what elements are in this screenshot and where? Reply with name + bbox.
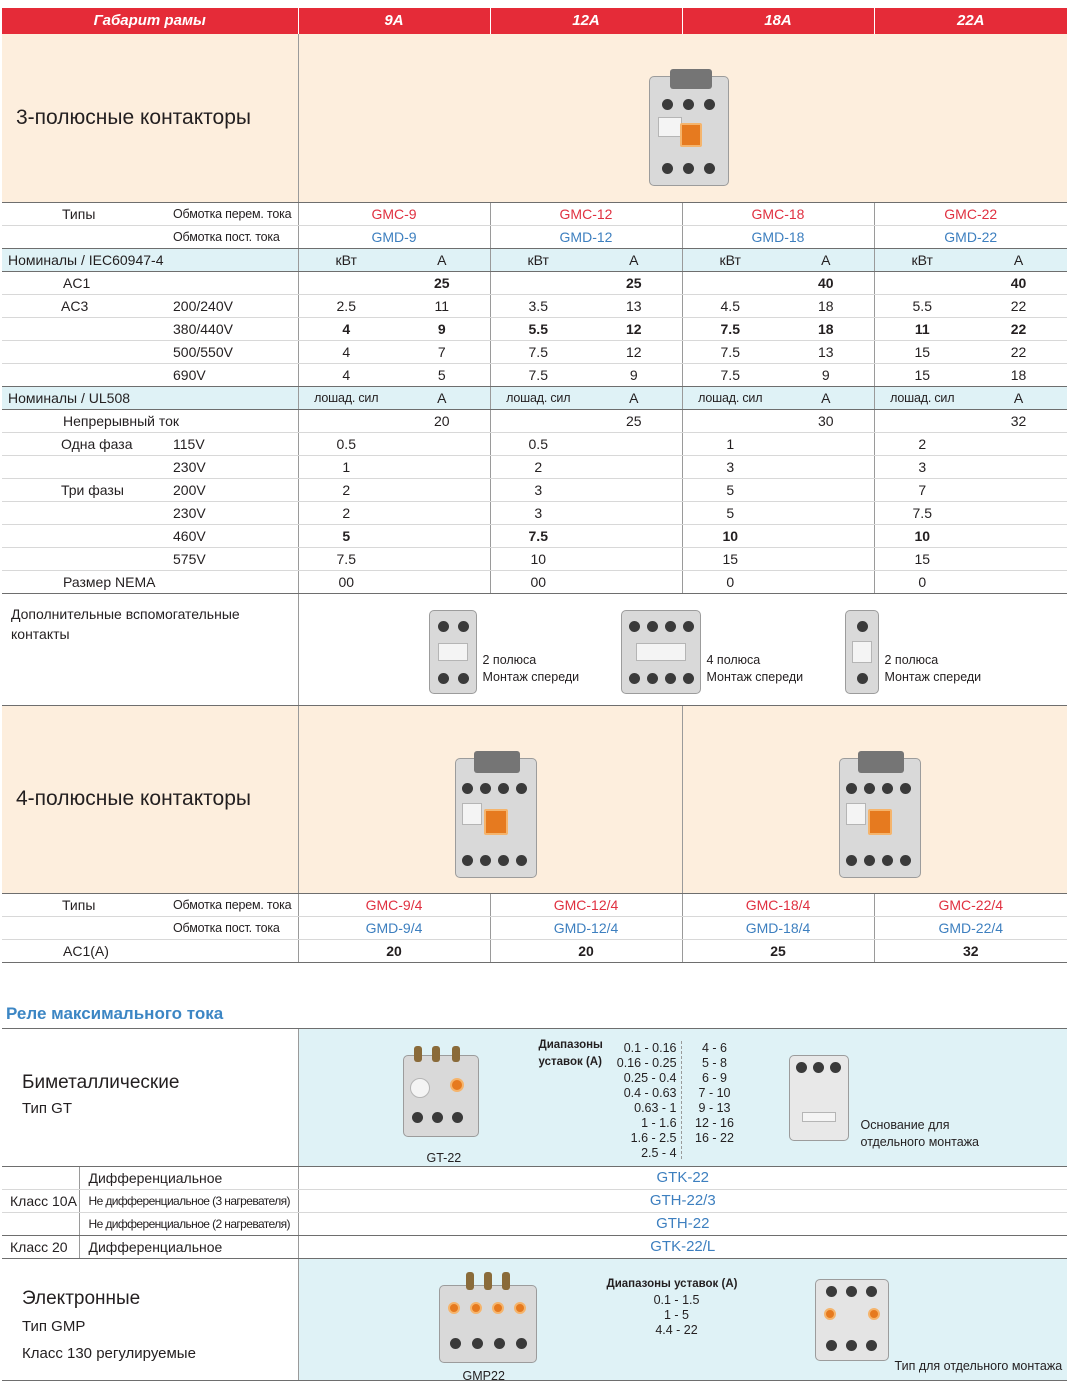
types-label: Типы — [61, 202, 173, 225]
electronic-row — [2, 1259, 1067, 1381]
relay-desc: Не дифференциальное (3 нагревателя) — [79, 1190, 298, 1213]
single-phase-row — [2, 455, 1067, 478]
ul-label: Номиналы / UL508 — [2, 386, 298, 409]
voltage: 115V — [173, 432, 298, 455]
range-item: 0.16 - 0.25 — [616, 1056, 677, 1070]
ac3-value: 18 — [970, 363, 1067, 386]
voltage: 230V — [173, 501, 298, 524]
range-item: 16 - 22 — [695, 1131, 734, 1145]
ac3-value: 13 — [586, 294, 682, 317]
hp-value: 1 — [298, 455, 394, 478]
iec-header-row — [2, 248, 1067, 271]
ac1-value: 25 — [586, 271, 682, 294]
ac3-value: 22 — [970, 317, 1067, 340]
four-pole-ac-types-row — [2, 893, 1067, 916]
range-item: 0.1 - 1.5 — [653, 1293, 700, 1307]
range-item: 4 - 6 — [702, 1041, 728, 1055]
ac3-label: AC3 — [61, 294, 173, 317]
nema-value: 00 — [298, 570, 394, 593]
relay-type-row — [2, 1167, 1067, 1190]
aux-poles: 2 полюса — [884, 652, 939, 667]
ac3-row — [2, 317, 1067, 340]
ac3-value: 15 — [874, 363, 970, 386]
ac3-voltage: 200/240V — [173, 294, 298, 317]
hp-value: 3 — [490, 478, 586, 501]
base-mount-image — [789, 1055, 849, 1141]
range-label-line2: уставок (A) — [538, 1056, 602, 1068]
size-12a: 12A — [490, 8, 682, 34]
aux-contact-side-image — [845, 610, 879, 694]
voltage: 200V — [173, 478, 298, 501]
ac3-value: 5 — [394, 363, 490, 386]
aux-mount: Монтаж спереди — [482, 669, 580, 684]
unit-a: A — [394, 386, 490, 409]
voltage: 460V — [173, 524, 298, 547]
ac3-value: 9 — [586, 363, 682, 386]
ac3-value: 18 — [778, 317, 874, 340]
unit-a: A — [778, 386, 874, 409]
ranges-right-list — [687, 1041, 743, 1146]
relay-type-row — [2, 1236, 1067, 1259]
hp-value: 5 — [682, 501, 778, 524]
hp-value: 0.5 — [298, 432, 394, 455]
range-item: 2.5 - 4 — [641, 1146, 677, 1160]
electronic-ranges-list — [637, 1293, 717, 1338]
ac3-value: 4.5 — [682, 294, 778, 317]
ac-type-12: GMC-12 — [490, 202, 682, 225]
electronic-label-cell — [2, 1259, 298, 1381]
unit-kw: кВт — [682, 248, 778, 271]
voltage: 230V — [173, 455, 298, 478]
electronic-range-label: Диапазоны уставок (A) — [606, 1278, 738, 1290]
class20-label: Класс 20 — [2, 1236, 79, 1259]
four-pole-row — [2, 705, 1067, 893]
ac3-value: 7.5 — [682, 340, 778, 363]
unit-kw: кВт — [874, 248, 970, 271]
continuous-row — [2, 409, 1067, 432]
class10-label: Класс 10A — [2, 1190, 79, 1213]
relay-desc: Дифференциальное — [79, 1236, 298, 1259]
ac-types-row — [2, 202, 1067, 225]
ac3-voltage: 690V — [173, 363, 298, 386]
nema-row — [2, 570, 1067, 593]
electronic-type: Тип GMP — [22, 1318, 86, 1335]
single-phase-row — [2, 432, 1067, 455]
ac3-value: 18 — [778, 294, 874, 317]
aux-poles: 4 полюса — [706, 652, 761, 667]
dc-type: GMD-12/4 — [490, 916, 682, 939]
hp-value: 10 — [490, 547, 586, 570]
aux-contacts-images — [298, 593, 1067, 705]
ac3-value: 7.5 — [682, 363, 778, 386]
hp-value: 0.5 — [490, 432, 586, 455]
hp-value: 2 — [874, 432, 970, 455]
types-label: Типы — [61, 893, 173, 916]
range-item: 12 - 16 — [695, 1116, 734, 1130]
unit-a: A — [970, 386, 1067, 409]
hp-value: 15 — [682, 547, 778, 570]
bimetal-label-cell — [2, 1029, 298, 1167]
hp-value: 1 — [682, 432, 778, 455]
aux-item-2-text — [707, 652, 804, 686]
range-item: 9 - 13 — [698, 1101, 731, 1115]
unit-kw: кВт — [298, 248, 394, 271]
unit-a: A — [970, 248, 1067, 271]
ac-type: GMC-22/4 — [874, 893, 1067, 916]
three-phase-row — [2, 547, 1067, 570]
ac-type-18: GMC-18 — [682, 202, 874, 225]
ac-type-9: GMC-9 — [298, 202, 490, 225]
ranges-left-list — [607, 1041, 677, 1161]
unit-hp: лошад. сил — [682, 386, 778, 409]
ac3-value: 5.5 — [874, 294, 970, 317]
ac1a-value: 20 — [298, 939, 490, 962]
aux-label-line2: контакты — [11, 625, 70, 642]
continuous-value: 20 — [394, 409, 490, 432]
gt22-caption: GT-22 — [426, 1151, 462, 1165]
ac3-value: 7.5 — [682, 317, 778, 340]
ac1a-label: AC1(A) — [2, 939, 298, 962]
gt22-relay-image — [403, 1055, 479, 1137]
four-pole-title: 4-полюсные контакторы — [2, 705, 298, 893]
four-pole-dc-types-row — [2, 916, 1067, 939]
continuous-value: 30 — [778, 409, 874, 432]
aux-contacts-row — [2, 593, 1067, 705]
ac3-voltage: 380/440V — [173, 317, 298, 340]
unit-a: A — [586, 248, 682, 271]
relay-type: GTH-22/3 — [298, 1190, 1067, 1213]
dc-type: GMD-18/4 — [682, 916, 874, 939]
relay-desc: Дифференциальное — [79, 1167, 298, 1190]
base-mount-text — [861, 1117, 980, 1151]
hp-value: 15 — [874, 547, 970, 570]
frame-size-label: Габарит рамы — [2, 8, 298, 34]
hp-value: 2 — [298, 501, 394, 524]
range-item: 0.25 - 0.4 — [623, 1071, 677, 1085]
voltage: 575V — [173, 547, 298, 570]
dc-coil-label: Обмотка пост. тока — [173, 225, 298, 248]
ac3-value: 3.5 — [490, 294, 586, 317]
bimetal-type: Тип GT — [22, 1100, 73, 1117]
three-phase-label: Три фазы — [61, 478, 173, 501]
continuous-label: Непрерывный ток — [2, 409, 298, 432]
ac3-value: 4 — [298, 317, 394, 340]
unit-hp: лошад. сил — [298, 386, 394, 409]
range-label-line1: Диапазоны — [538, 1039, 603, 1051]
three-pole-contactor-image — [649, 76, 729, 186]
range-item: 5 - 8 — [702, 1056, 728, 1070]
frame-size-header — [2, 8, 1067, 34]
aux-poles: 2 полюса — [482, 652, 537, 667]
aux-item-3-text — [885, 652, 982, 686]
size-9a: 9A — [298, 8, 490, 34]
ac3-value: 13 — [778, 340, 874, 363]
ac3-value: 22 — [970, 340, 1067, 363]
relay-desc: Не дифференциальное (2 нагревателя) — [79, 1213, 298, 1236]
nema-label: Размер NEMA — [2, 570, 298, 593]
hp-value: 2 — [490, 455, 586, 478]
four-pole-image-cell-left — [298, 705, 682, 893]
ac1-row — [2, 271, 1067, 294]
ac1a-value: 25 — [682, 939, 874, 962]
base-line2: отдельного монтажа — [860, 1135, 980, 1149]
electronic-title: Электронные — [22, 1288, 141, 1309]
three-phase-row — [2, 524, 1067, 547]
ac1-value: 25 — [394, 271, 490, 294]
hp-value: 2 — [298, 478, 394, 501]
ac3-value: 15 — [874, 340, 970, 363]
bimetal-row — [2, 1029, 1067, 1167]
hp-value: 5 — [682, 478, 778, 501]
unit-a: A — [778, 248, 874, 271]
relay-type: GTH-22 — [298, 1213, 1067, 1236]
hp-value: 5 — [298, 524, 394, 547]
four-pole-image-cell-right — [682, 705, 1067, 893]
hp-value: 10 — [682, 524, 778, 547]
hp-value: 7 — [874, 478, 970, 501]
ac3-value: 5.5 — [490, 317, 586, 340]
base-line1: Основание для — [860, 1118, 950, 1132]
size-22a: 22A — [874, 8, 1067, 34]
aux-mount: Монтаж спереди — [884, 669, 982, 684]
range-item: 4.4 - 22 — [655, 1323, 698, 1337]
ac3-row — [2, 294, 1067, 317]
relay-type: GTK-22/L — [298, 1236, 1067, 1259]
bimetal-content-cell — [298, 1029, 1067, 1167]
dc-type: GMD-22/4 — [874, 916, 1067, 939]
ac3-value: 22 — [970, 294, 1067, 317]
nema-value: 0 — [874, 570, 970, 593]
hp-value: 3 — [682, 455, 778, 478]
dc-type-12: GMD-12 — [490, 225, 682, 248]
range-item: 0.63 - 1 — [634, 1101, 677, 1115]
range-item: 1 - 5 — [664, 1308, 690, 1322]
iec-label: Номиналы / IEC60947-4 — [2, 248, 298, 271]
hp-value: 3 — [490, 501, 586, 524]
ac-coil-label: Обмотка перем. тока — [173, 893, 298, 916]
separate-mount-image — [815, 1279, 889, 1361]
electronic-class: Класс 130 регулируемые — [22, 1345, 196, 1362]
ac3-value: 12 — [586, 317, 682, 340]
ac-type: GMC-12/4 — [490, 893, 682, 916]
aux-item-1-text — [483, 652, 580, 686]
unit-hp: лошад. сил — [490, 386, 586, 409]
ul-header-row — [2, 386, 1067, 409]
range-item: 0.1 - 0.16 — [623, 1041, 677, 1055]
relay-section-title: Реле максимального тока — [6, 1004, 224, 1023]
size-18a: 18A — [682, 8, 874, 34]
aux-contact-2pole-image — [429, 610, 477, 694]
range-item: 6 - 9 — [702, 1071, 728, 1085]
hp-value: 7.5 — [490, 524, 586, 547]
dc-type: GMD-9/4 — [298, 916, 490, 939]
ac3-value: 4 — [298, 340, 394, 363]
ac3-row — [2, 340, 1067, 363]
continuous-value: 25 — [586, 409, 682, 432]
unit-kw: кВт — [490, 248, 586, 271]
ranges-divider — [681, 1041, 682, 1159]
four-pole-ac1-row — [2, 939, 1067, 962]
ac3-value: 11 — [394, 294, 490, 317]
continuous-value: 32 — [970, 409, 1067, 432]
gmp22-relay-image — [439, 1285, 537, 1363]
contactor-table — [2, 8, 1067, 963]
nema-value: 0 — [682, 570, 778, 593]
dc-types-row — [2, 225, 1067, 248]
ac3-value: 9 — [778, 363, 874, 386]
ac3-value: 9 — [394, 317, 490, 340]
hp-value: 7.5 — [298, 547, 394, 570]
hp-value: 10 — [874, 524, 970, 547]
four-pole-contactor-image — [455, 758, 537, 878]
range-item: 0.4 - 0.63 — [623, 1086, 677, 1100]
ac3-value: 7 — [394, 340, 490, 363]
electronic-content-cell — [298, 1259, 1067, 1381]
ac-type: GMC-9/4 — [298, 893, 490, 916]
aux-contacts-label — [2, 593, 298, 705]
aux-contact-4pole-image — [621, 610, 701, 694]
single-phase-label: Одна фаза — [61, 432, 173, 455]
relay-type-row — [2, 1190, 1067, 1213]
ac3-value: 11 — [874, 317, 970, 340]
ac3-value: 7.5 — [490, 340, 586, 363]
dc-type-22: GMD-22 — [874, 225, 1067, 248]
ac1-value: 40 — [970, 271, 1067, 294]
three-pole-image-cell — [298, 34, 1067, 202]
ac1a-value: 32 — [874, 939, 1067, 962]
hp-value: 7.5 — [874, 501, 970, 524]
ac-type-22: GMC-22 — [874, 202, 1067, 225]
four-pole-contactor-image — [839, 758, 921, 878]
bimetal-title: Биметаллические — [22, 1072, 180, 1093]
dc-type-9: GMD-9 — [298, 225, 490, 248]
range-item: 7 - 10 — [698, 1086, 731, 1100]
ac-coil-label: Обмотка перем. тока — [173, 202, 298, 225]
unit-a: A — [394, 248, 490, 271]
nema-value: 00 — [490, 570, 586, 593]
hp-value: 3 — [874, 455, 970, 478]
relay-type: GTK-22 — [298, 1167, 1067, 1190]
ac3-value: 2.5 — [298, 294, 394, 317]
relay-table — [2, 1028, 1067, 1381]
unit-a: A — [586, 386, 682, 409]
ac1-label: AC1 — [2, 271, 298, 294]
range-item: 1.6 - 2.5 — [630, 1131, 677, 1145]
three-phase-row — [2, 501, 1067, 524]
gmp22-caption: GMP22 — [462, 1369, 505, 1381]
dc-coil-label: Обмотка пост. тока — [173, 916, 298, 939]
relay-type-row — [2, 1213, 1067, 1236]
three-pole-row — [2, 34, 1067, 202]
range-item: 1 - 1.6 — [641, 1116, 677, 1130]
ac3-voltage: 500/550V — [173, 340, 298, 363]
dc-type-18: GMD-18 — [682, 225, 874, 248]
three-phase-row — [2, 478, 1067, 501]
aux-label-line1: Дополнительные вспомогательные — [11, 605, 240, 622]
ac3-row — [2, 363, 1067, 386]
unit-hp: лошад. сил — [874, 386, 970, 409]
ac3-value: 12 — [586, 340, 682, 363]
three-pole-title: 3-полюсные контакторы — [2, 34, 298, 202]
ac3-value: 4 — [298, 363, 394, 386]
ac1a-value: 20 — [490, 939, 682, 962]
ac3-value: 7.5 — [490, 363, 586, 386]
aux-mount: Монтаж спереди — [706, 669, 804, 684]
bimetal-range-label — [539, 1037, 603, 1071]
ac1-value: 40 — [778, 271, 874, 294]
ac-type: GMC-18/4 — [682, 893, 874, 916]
separate-mount-text: Тип для отдельного монтажа — [894, 1359, 1063, 1373]
